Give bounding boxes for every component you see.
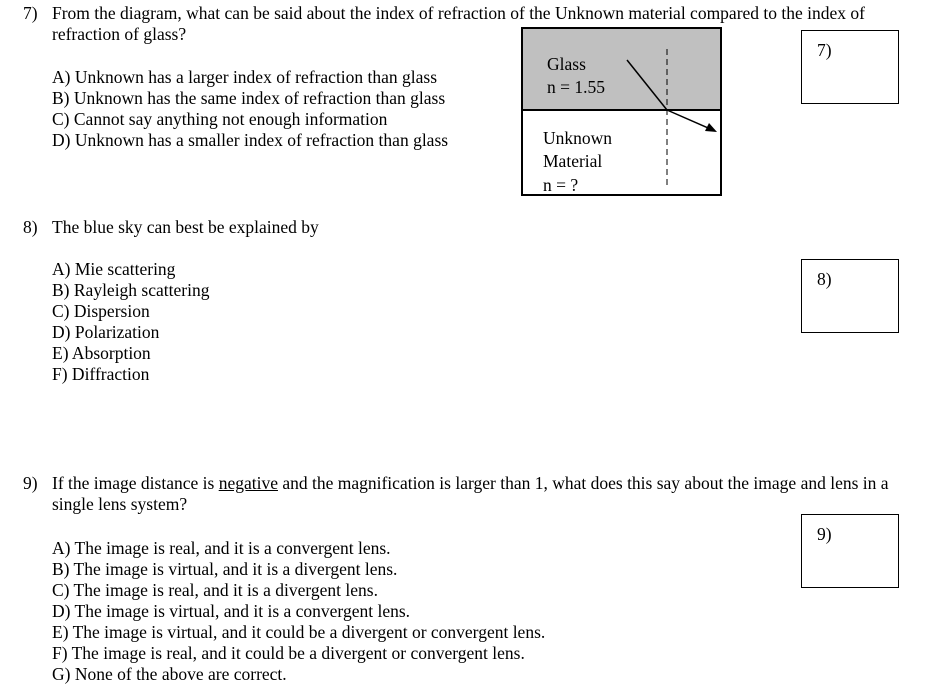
material-label: Material [543, 151, 603, 171]
question-8-options [52, 259, 209, 385]
option-a[interactable]: A) Mie scattering [52, 259, 176, 279]
unknown-index: n = ? [543, 175, 579, 195]
question-7-text: From the diagram, what can be said about the index of refraction of the Unknown material compared to the index of refraction of glass? [52, 3, 865, 44]
option-g[interactable]: G) None of the above are correct. [52, 664, 287, 684]
option-a[interactable]: A) Unknown has a larger index of refraction than glass [52, 67, 438, 87]
option-c[interactable]: C) Cannot say anything not enough information [52, 109, 388, 129]
answer-box-7-label: 7) [817, 40, 832, 60]
option-b[interactable]: B) Unknown has the same index of refraction than glass [52, 88, 446, 108]
glass-index: n = 1.55 [547, 77, 605, 97]
question-7-options [52, 67, 448, 151]
answer-box-7[interactable] [801, 30, 899, 104]
answer-box-8-label: 8) [817, 269, 832, 289]
option-a[interactable]: A) The image is real, and it is a convergent lens. [52, 538, 391, 558]
question-7-number: 7) [23, 3, 38, 23]
question-9-number: 9) [23, 473, 38, 493]
option-b[interactable]: B) The image is virtual, and it is a divergent lens. [52, 559, 398, 579]
question-9-options [52, 538, 545, 685]
answer-box-8[interactable] [801, 259, 899, 333]
underlined-word: negative [218, 473, 278, 493]
option-d[interactable]: D) Unknown has a smaller index of refraction than glass [52, 130, 449, 150]
glass-label: Glass [547, 54, 586, 74]
option-e[interactable]: E) Absorption [52, 343, 151, 363]
question-9-text: If the image distance is negative and the magnification is larger than 1, what does this say about the image and lens in a single lens system? [52, 473, 889, 514]
question-8-text: The blue sky can best be explained by [52, 217, 319, 237]
option-c[interactable]: C) The image is real, and it is a divergent lens. [52, 580, 378, 600]
option-f[interactable]: F) The image is real, and it could be a divergent or convergent lens. [52, 643, 525, 663]
option-f[interactable]: F) Diffraction [52, 364, 150, 384]
option-e[interactable]: E) The image is virtual, and it could be a divergent or convergent lens. [52, 622, 546, 642]
question-8-number: 8) [23, 217, 38, 237]
unknown-label: Unknown [543, 128, 613, 148]
answer-box-9-label: 9) [817, 524, 832, 544]
option-d[interactable]: D) Polarization [52, 322, 160, 342]
option-d[interactable]: D) The image is virtual, and it is a convergent lens. [52, 601, 411, 621]
answer-box-9[interactable] [801, 514, 899, 588]
option-c[interactable]: C) Dispersion [52, 301, 150, 321]
option-b[interactable]: B) Rayleigh scattering [52, 280, 210, 300]
refraction-diagram [521, 27, 723, 197]
